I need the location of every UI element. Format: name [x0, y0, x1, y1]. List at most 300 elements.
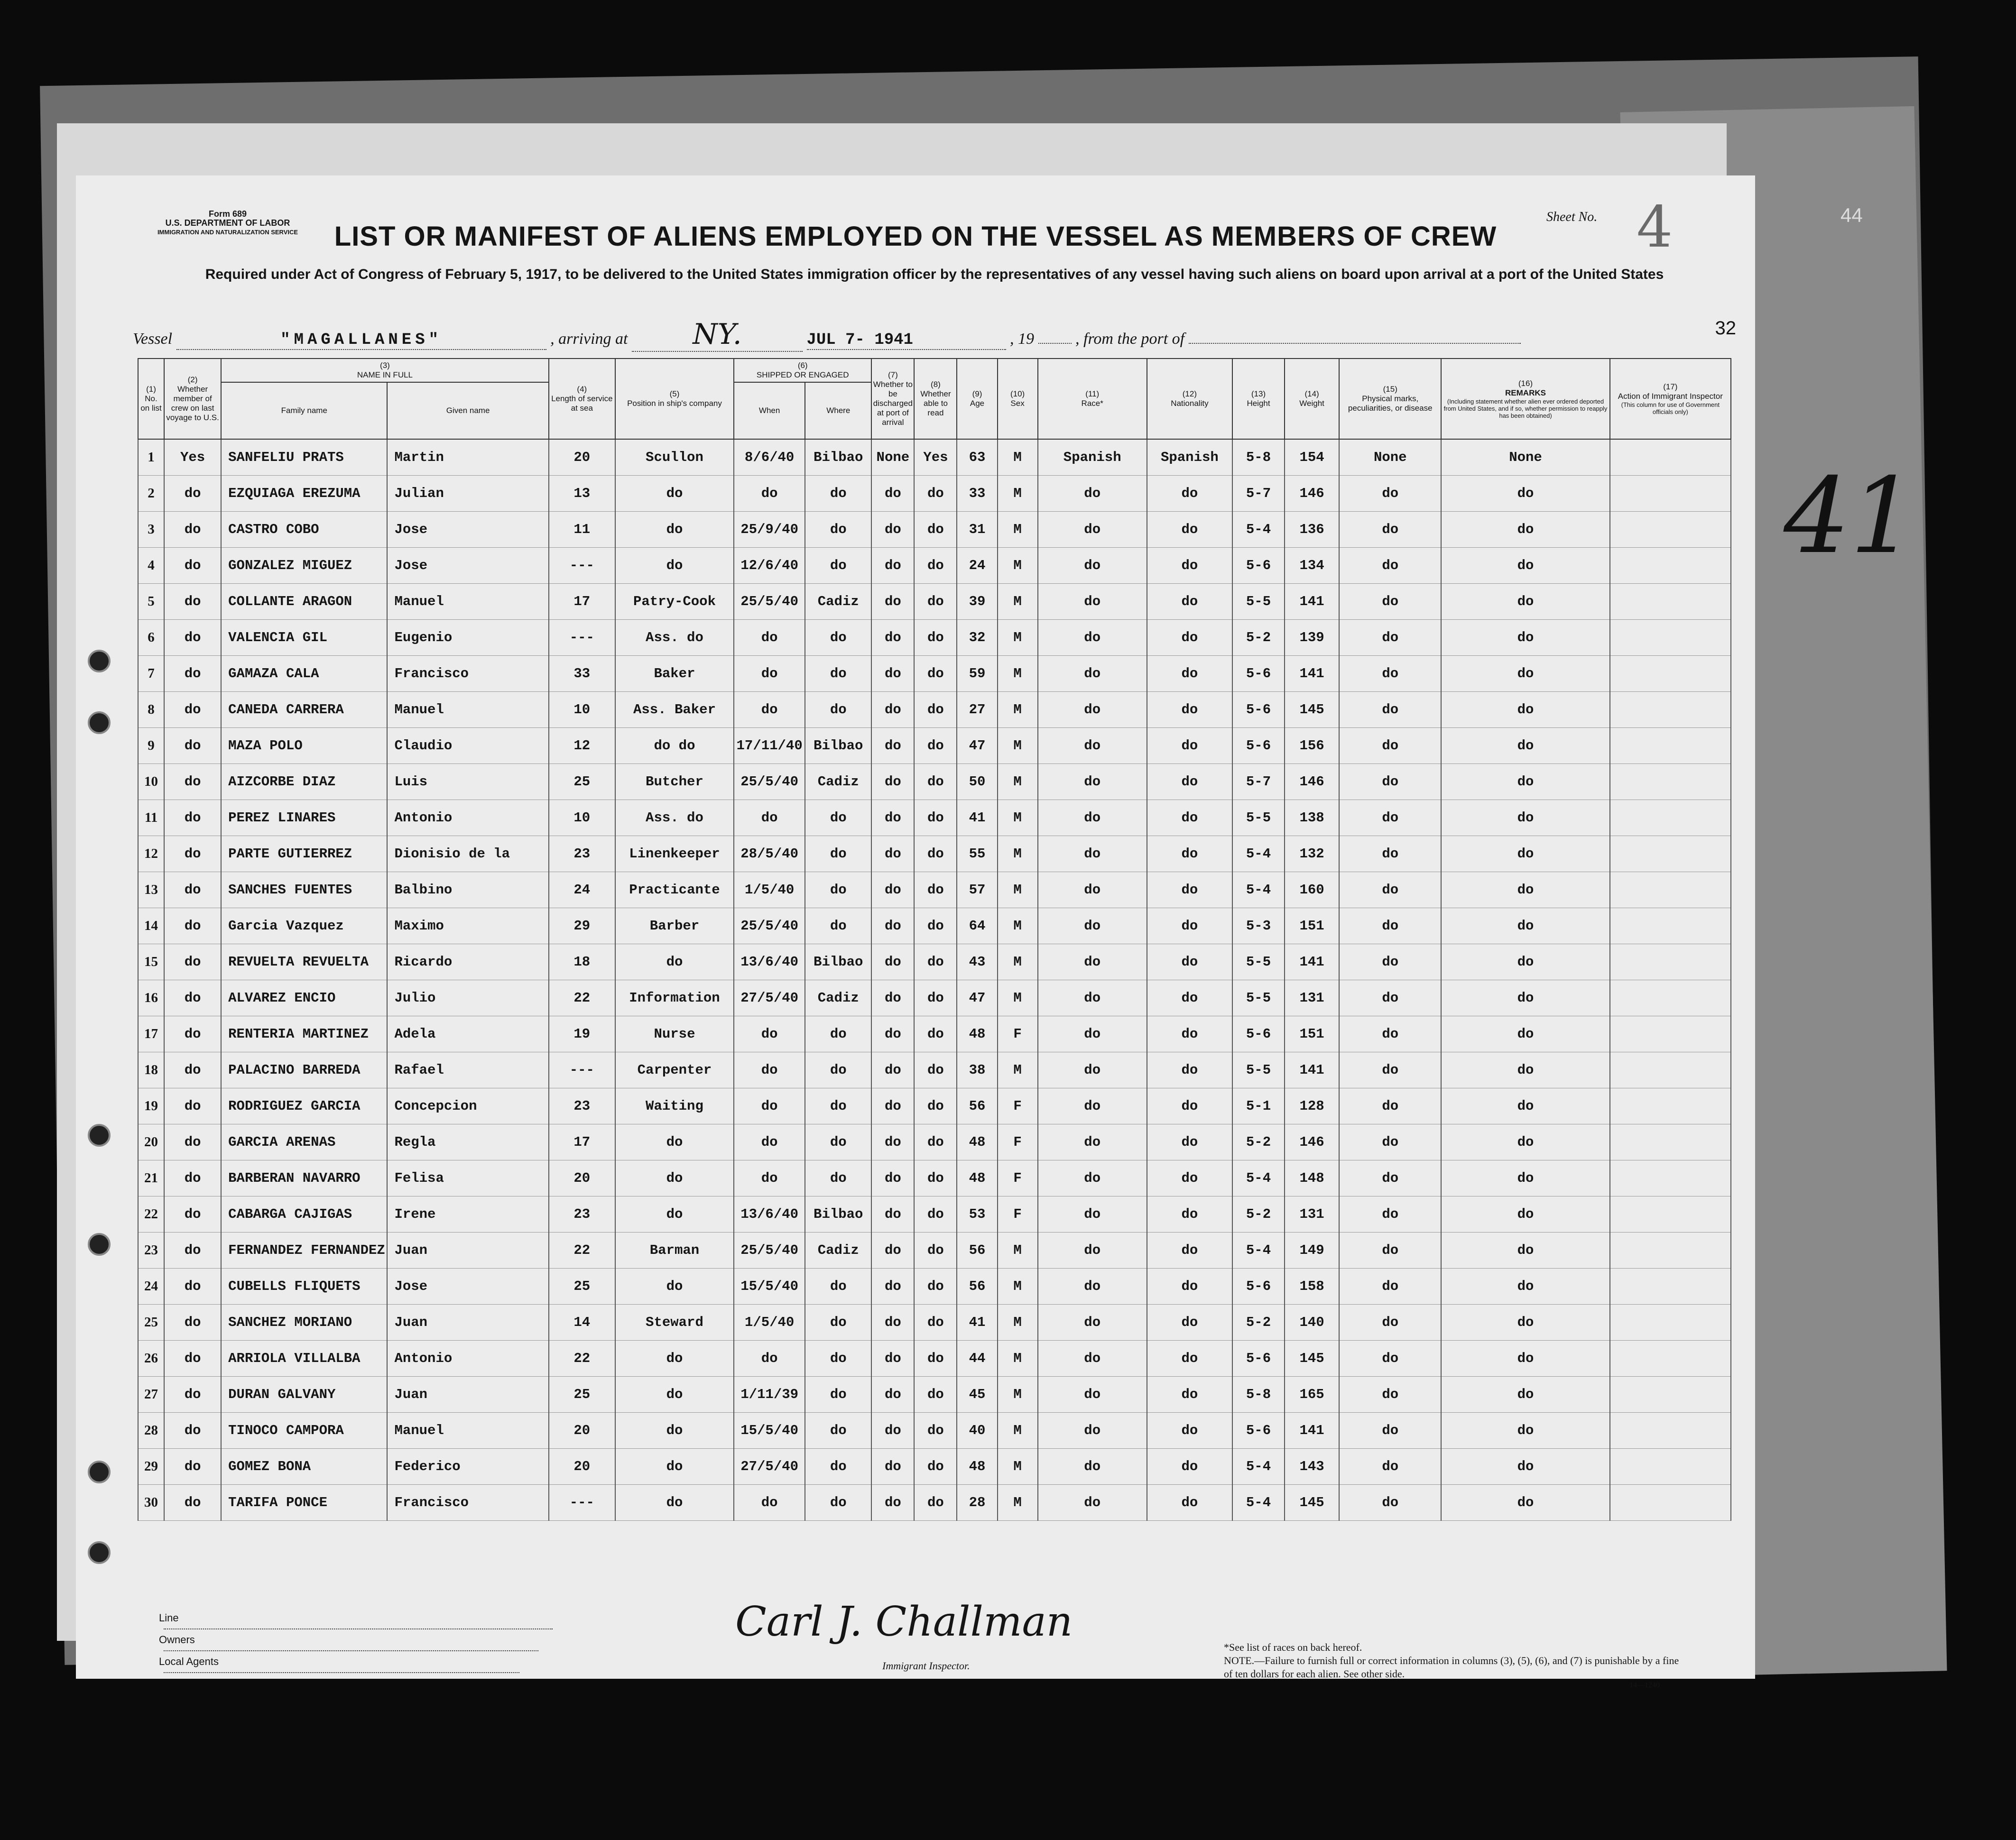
age: 27	[957, 692, 997, 728]
given-name: Maximo	[387, 908, 548, 944]
shipped-when: 15/5/40	[734, 1413, 805, 1449]
given-name: Regla	[387, 1124, 548, 1160]
row-number: 13	[138, 872, 164, 908]
service-length: 22	[549, 1341, 615, 1377]
col-header-no: (1) No. on list	[138, 359, 164, 439]
shipped-when: 25/5/40	[734, 584, 805, 620]
given-name: Dionisio de la	[387, 836, 548, 872]
discharged: do	[871, 548, 914, 584]
last-voyage: do	[164, 836, 221, 872]
remarks: do	[1441, 1485, 1609, 1521]
table-row	[138, 1413, 1731, 1449]
age: 41	[957, 800, 997, 836]
position: Scullon	[615, 439, 734, 476]
service-length: 19	[549, 1016, 615, 1052]
page-subtitle: Required under Act of Congress of February 5, 1917, to be delivered to the United States immigration officer by the representatives of any vessel having such aliens on board upon arrival at a port of the United States	[205, 267, 1664, 282]
given-name: Jose	[387, 512, 548, 548]
last-voyage: do	[164, 1305, 221, 1341]
weight: 160	[1285, 872, 1339, 908]
shipped-where: do	[805, 1341, 871, 1377]
department: U.S. DEPARTMENT OF LABOR	[165, 218, 290, 228]
last-voyage: do	[164, 1341, 221, 1377]
weight: 156	[1285, 728, 1339, 764]
margin-number: 44	[1840, 204, 1863, 226]
shipped-when: 27/5/40	[734, 1449, 805, 1485]
weight: 131	[1285, 1196, 1339, 1233]
table-row	[138, 1305, 1731, 1341]
sex: M	[998, 1413, 1038, 1449]
last-voyage: do	[164, 1160, 221, 1196]
family-name: MAZA POLO	[221, 728, 387, 764]
discharged: do	[871, 1269, 914, 1305]
height: 5-8	[1232, 1377, 1285, 1413]
arriving-label: , arriving at	[550, 330, 628, 348]
row-number: 20	[138, 1124, 164, 1160]
discharged: do	[871, 1016, 914, 1052]
sex: M	[998, 764, 1038, 800]
race: do	[1038, 1088, 1147, 1124]
given-name: Felisa	[387, 1160, 548, 1196]
height: 5-2	[1232, 1305, 1285, 1341]
service-length: 18	[549, 944, 615, 980]
sex: M	[998, 512, 1038, 548]
position: Ass. do	[615, 800, 734, 836]
inspector-action	[1610, 692, 1731, 728]
sex: F	[998, 1196, 1038, 1233]
family-name: SANFELIU PRATS	[221, 439, 387, 476]
side-handwritten-number: 41	[1784, 455, 1916, 577]
weight: 146	[1285, 476, 1339, 512]
race: do	[1038, 1052, 1147, 1088]
table-row	[138, 800, 1731, 836]
shipped-where: do	[805, 1052, 871, 1088]
footer-labels	[159, 1608, 553, 1673]
age: 55	[957, 836, 997, 872]
age: 45	[957, 1377, 997, 1413]
row-number: 30	[138, 1485, 164, 1521]
family-name: TINOCO CAMPORA	[221, 1413, 387, 1449]
nationality: do	[1147, 1377, 1232, 1413]
shipped-where: do	[805, 512, 871, 548]
nationality: do	[1147, 656, 1232, 692]
physical-marks: do	[1339, 692, 1441, 728]
remarks: do	[1441, 800, 1609, 836]
weight: 146	[1285, 1124, 1339, 1160]
shipped-when: 13/6/40	[734, 1196, 805, 1233]
family-name: RODRIGUEZ GARCIA	[221, 1088, 387, 1124]
position: do	[615, 1196, 734, 1233]
age: 39	[957, 584, 997, 620]
inspector-action	[1610, 1124, 1731, 1160]
race: do	[1038, 656, 1147, 692]
last-voyage: do	[164, 620, 221, 656]
nationality: do	[1147, 1016, 1232, 1052]
age: 47	[957, 728, 997, 764]
weight: 128	[1285, 1088, 1339, 1124]
physical-marks: do	[1339, 512, 1441, 548]
inspector-action	[1610, 620, 1731, 656]
physical-marks: None	[1339, 439, 1441, 476]
family-name: CABARGA CAJIGAS	[221, 1196, 387, 1233]
col-header-given-name: Given name	[387, 382, 548, 439]
last-voyage: do	[164, 1449, 221, 1485]
from-label: , from the port of	[1075, 330, 1185, 348]
race: do	[1038, 908, 1147, 944]
family-name: SANCHES FUENTES	[221, 872, 387, 908]
position: do	[615, 944, 734, 980]
nationality: do	[1147, 1124, 1232, 1160]
nationality: do	[1147, 944, 1232, 980]
last-voyage: do	[164, 692, 221, 728]
height: 5-2	[1232, 1196, 1285, 1233]
discharged: do	[871, 584, 914, 620]
sex: M	[998, 1233, 1038, 1269]
given-name: Manuel	[387, 692, 548, 728]
family-name: FERNANDEZ FERNANDEZ	[221, 1233, 387, 1269]
discharged: do	[871, 692, 914, 728]
row-number: 24	[138, 1269, 164, 1305]
row-number: 27	[138, 1377, 164, 1413]
family-name: Garcia Vazquez	[221, 908, 387, 944]
col-header-age: (9) Age	[957, 359, 997, 439]
row-number: 9	[138, 728, 164, 764]
age: 53	[957, 1196, 997, 1233]
remarks: do	[1441, 656, 1609, 692]
fine-note: NOTE.—Failure to furnish full or correct information in columns (3), (5), (6), and (7) is punishable by a fine of ten dollars for each alien. See other side.	[1224, 1655, 1679, 1680]
family-name: BARBERAN NAVARRO	[221, 1160, 387, 1196]
able-to-read: do	[914, 1377, 957, 1413]
shipped-where: Bilbao	[805, 439, 871, 476]
race: do	[1038, 1305, 1147, 1341]
height: 5-6	[1232, 656, 1285, 692]
service-length: ---	[549, 1052, 615, 1088]
table-row	[138, 1160, 1731, 1196]
height: 5-6	[1232, 1413, 1285, 1449]
shipped-when: 17/11/40	[734, 728, 805, 764]
family-name: EZQUIAGA EREZUMA	[221, 476, 387, 512]
service-length: 13	[549, 476, 615, 512]
position: Ass. do	[615, 620, 734, 656]
race: do	[1038, 728, 1147, 764]
race: do	[1038, 692, 1147, 728]
col-header-shipped: (6) SHIPPED OR ENGAGED	[734, 359, 871, 382]
last-voyage: do	[164, 980, 221, 1016]
height: 5-6	[1232, 1341, 1285, 1377]
weight: 146	[1285, 764, 1339, 800]
vessel-line	[133, 318, 1746, 351]
shipped-where: do	[805, 872, 871, 908]
row-number: 1	[138, 439, 164, 476]
table-row	[138, 980, 1731, 1016]
service-length: 22	[549, 1233, 615, 1269]
nationality: do	[1147, 728, 1232, 764]
last-voyage: do	[164, 1088, 221, 1124]
able-to-read: do	[914, 836, 957, 872]
age: 59	[957, 656, 997, 692]
age: 48	[957, 1016, 997, 1052]
position: Baker	[615, 656, 734, 692]
sex: M	[998, 476, 1038, 512]
race: do	[1038, 872, 1147, 908]
race: do	[1038, 1196, 1147, 1233]
col-header-last-voyage: (2) Whether member of crew on last voyage to U.S.	[164, 359, 221, 439]
height: 5-6	[1232, 1016, 1285, 1052]
position: do do	[615, 728, 734, 764]
shipped-where: do	[805, 1269, 871, 1305]
height: 5-8	[1232, 439, 1285, 476]
row-number: 21	[138, 1160, 164, 1196]
table-row	[138, 476, 1731, 512]
able-to-read: do	[914, 728, 957, 764]
nationality: do	[1147, 908, 1232, 944]
age: 33	[957, 476, 997, 512]
inspector-action	[1610, 656, 1731, 692]
age: 48	[957, 1160, 997, 1196]
age: 32	[957, 620, 997, 656]
age: 31	[957, 512, 997, 548]
able-to-read: do	[914, 1341, 957, 1377]
weight: 148	[1285, 1160, 1339, 1196]
table-row	[138, 512, 1731, 548]
given-name: Antonio	[387, 800, 548, 836]
physical-marks: do	[1339, 764, 1441, 800]
given-name: Jose	[387, 1269, 548, 1305]
shipped-when: 1/5/40	[734, 872, 805, 908]
position: do	[615, 1269, 734, 1305]
age: 48	[957, 1124, 997, 1160]
remarks: do	[1441, 764, 1609, 800]
weight: 141	[1285, 1413, 1339, 1449]
position: do	[615, 1124, 734, 1160]
nationality: do	[1147, 1413, 1232, 1449]
family-name: PALACINO BARREDA	[221, 1052, 387, 1088]
inspector-action	[1610, 584, 1731, 620]
shipped-where: do	[805, 692, 871, 728]
height: 5-4	[1232, 512, 1285, 548]
last-voyage: do	[164, 1124, 221, 1160]
shipped-where: do	[805, 1016, 871, 1052]
sex: F	[998, 1124, 1038, 1160]
row-number: 8	[138, 692, 164, 728]
age: 44	[957, 1341, 997, 1377]
remarks: do	[1441, 1305, 1609, 1341]
shipped-when: do	[734, 1088, 805, 1124]
discharged: do	[871, 800, 914, 836]
service-length: 29	[549, 908, 615, 944]
sex: M	[998, 1269, 1038, 1305]
position: do	[615, 548, 734, 584]
race: do	[1038, 548, 1147, 584]
race-note: *See list of races on back hereof.	[1224, 1641, 1362, 1653]
position: do	[615, 1449, 734, 1485]
height: 5-4	[1232, 1485, 1285, 1521]
height: 5-4	[1232, 1233, 1285, 1269]
print-code: 14—1240	[1629, 1681, 1660, 1689]
race: do	[1038, 944, 1147, 980]
shipped-where: do	[805, 656, 871, 692]
able-to-read: do	[914, 1269, 957, 1305]
inspector-action	[1610, 836, 1731, 872]
nationality: do	[1147, 1233, 1232, 1269]
weight: 158	[1285, 1269, 1339, 1305]
remarks: do	[1441, 1196, 1609, 1233]
family-name: SANCHEZ MORIANO	[221, 1305, 387, 1341]
family-name: VALENCIA GIL	[221, 620, 387, 656]
race: do	[1038, 1233, 1147, 1269]
physical-marks: do	[1339, 1124, 1441, 1160]
position: Practicante	[615, 872, 734, 908]
shipped-when: do	[734, 1160, 805, 1196]
shipped-when: do	[734, 620, 805, 656]
discharged: None	[871, 439, 914, 476]
remarks: do	[1441, 584, 1609, 620]
arriving-port: NY.	[632, 318, 803, 352]
age: 41	[957, 1305, 997, 1341]
table-row	[138, 908, 1731, 944]
able-to-read: do	[914, 620, 957, 656]
age: 43	[957, 944, 997, 980]
shipped-where: Bilbao	[805, 944, 871, 980]
remarks: do	[1441, 1160, 1609, 1196]
row-number: 5	[138, 584, 164, 620]
age: 63	[957, 439, 997, 476]
table-row	[138, 1449, 1731, 1485]
service-length: 23	[549, 1088, 615, 1124]
remarks: do	[1441, 1269, 1609, 1305]
remarks: do	[1441, 476, 1609, 512]
last-voyage: do	[164, 728, 221, 764]
col-header-weight: (14) Weight	[1285, 359, 1339, 439]
family-name: GONZALEZ MIGUEZ	[221, 548, 387, 584]
remarks: do	[1441, 1124, 1609, 1160]
col-header-physical-marks: (15) Physical marks, peculiarities, or disease	[1339, 359, 1441, 439]
shipped-where: do	[805, 836, 871, 872]
race: do	[1038, 980, 1147, 1016]
position: Barman	[615, 1233, 734, 1269]
race: do	[1038, 1449, 1147, 1485]
family-name: CUBELLS FLIQUETS	[221, 1269, 387, 1305]
given-name: Manuel	[387, 584, 548, 620]
row-number: 7	[138, 656, 164, 692]
weight: 132	[1285, 836, 1339, 872]
family-name: ARRIOLA VILLALBA	[221, 1341, 387, 1377]
physical-marks: do	[1339, 908, 1441, 944]
age: 64	[957, 908, 997, 944]
position: Barber	[615, 908, 734, 944]
position: Waiting	[615, 1088, 734, 1124]
service-length: 17	[549, 1124, 615, 1160]
able-to-read: do	[914, 1449, 957, 1485]
family-name: CANEDA CARRERA	[221, 692, 387, 728]
given-name: Luis	[387, 764, 548, 800]
col-header-race: (11) Race*	[1038, 359, 1147, 439]
sheet-label: Sheet No.	[1546, 210, 1598, 224]
vessel-name: "MAGALLANES"	[176, 331, 546, 350]
punch-hole	[88, 711, 111, 734]
given-name: Concepcion	[387, 1088, 548, 1124]
inspector-action	[1610, 1269, 1731, 1305]
age: 50	[957, 764, 997, 800]
able-to-read: do	[914, 764, 957, 800]
shipped-where: do	[805, 1377, 871, 1413]
punch-hole	[88, 650, 111, 672]
punch-hole	[88, 1461, 111, 1483]
age: 38	[957, 1052, 997, 1088]
physical-marks: do	[1339, 1052, 1441, 1088]
weight: 136	[1285, 512, 1339, 548]
age: 40	[957, 1413, 997, 1449]
last-voyage: do	[164, 512, 221, 548]
discharged: do	[871, 1377, 914, 1413]
col-header-discharged: (7) Whether to be discharged at port of arrival	[871, 359, 914, 439]
service-length: 10	[549, 692, 615, 728]
form-number: Form 689	[208, 209, 247, 219]
inspector-action	[1610, 1088, 1731, 1124]
shipped-where: do	[805, 1160, 871, 1196]
able-to-read: do	[914, 1124, 957, 1160]
inspector-action	[1610, 872, 1731, 908]
service-length: 10	[549, 800, 615, 836]
row-number: 17	[138, 1016, 164, 1052]
shipped-when: do	[734, 1124, 805, 1160]
able-to-read: do	[914, 1016, 957, 1052]
inspector-action	[1610, 980, 1731, 1016]
shipped-when: 12/6/40	[734, 548, 805, 584]
remarks: do	[1441, 548, 1609, 584]
remarks: do	[1441, 908, 1609, 944]
table-row	[138, 1377, 1731, 1413]
physical-marks: do	[1339, 1088, 1441, 1124]
weight: 149	[1285, 1233, 1339, 1269]
physical-marks: do	[1339, 728, 1441, 764]
sex: M	[998, 1305, 1038, 1341]
weight: 131	[1285, 980, 1339, 1016]
sex: M	[998, 944, 1038, 980]
able-to-read: do	[914, 1196, 957, 1233]
service-length: 17	[549, 584, 615, 620]
height: 5-7	[1232, 764, 1285, 800]
last-voyage: do	[164, 908, 221, 944]
shipped-when: 25/9/40	[734, 512, 805, 548]
weight: 141	[1285, 944, 1339, 980]
able-to-read: do	[914, 944, 957, 980]
height: 5-3	[1232, 908, 1285, 944]
able-to-read: do	[914, 512, 957, 548]
shipped-when: do	[734, 692, 805, 728]
table-row	[138, 1485, 1731, 1521]
position: do	[615, 1160, 734, 1196]
shipped-where: do	[805, 800, 871, 836]
nationality: do	[1147, 1052, 1232, 1088]
table-row	[138, 1341, 1731, 1377]
nationality: do	[1147, 692, 1232, 728]
family-name: GARCIA ARENAS	[221, 1124, 387, 1160]
service-length: 24	[549, 872, 615, 908]
nationality: do	[1147, 1160, 1232, 1196]
weight: 141	[1285, 584, 1339, 620]
inspector-action	[1610, 1233, 1731, 1269]
family-name: PARTE GUTIERREZ	[221, 836, 387, 872]
table-row	[138, 728, 1731, 764]
physical-marks: do	[1339, 620, 1441, 656]
inspector-label: Immigrant Inspector.	[882, 1660, 970, 1672]
discharged: do	[871, 1088, 914, 1124]
height: 5-5	[1232, 944, 1285, 980]
last-voyage: do	[164, 872, 221, 908]
inspector-action	[1610, 439, 1731, 476]
discharged: do	[871, 836, 914, 872]
able-to-read: do	[914, 1413, 957, 1449]
